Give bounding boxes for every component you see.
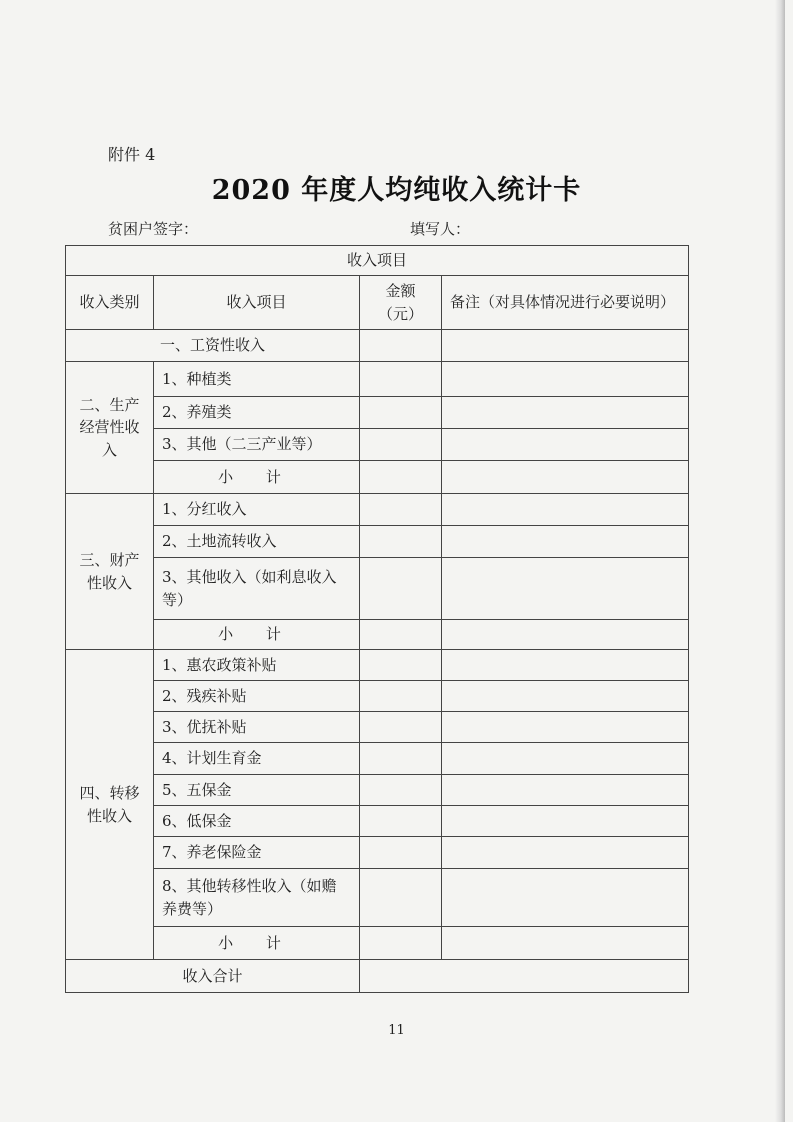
note-cell[interactable] (442, 927, 689, 960)
note-cell[interactable] (442, 837, 689, 869)
note-cell[interactable] (442, 494, 689, 526)
attachment-label: 附件 4 (108, 145, 156, 164)
property-category: 三、财产性收入 (66, 494, 154, 650)
amount-cell[interactable] (360, 558, 442, 620)
note-cell[interactable] (442, 429, 689, 461)
section-title: 收入项目 (66, 246, 689, 276)
subtotal-label: 小 计 (154, 461, 360, 494)
subtotal-label: 小 计 (154, 927, 360, 960)
note-cell[interactable] (442, 620, 689, 650)
subtotal-label: 小 计 (154, 620, 360, 650)
header-category: 收入类别 (66, 276, 154, 330)
note-cell[interactable] (442, 743, 689, 775)
note-cell[interactable] (442, 712, 689, 743)
item-label: 1、分红收入 (154, 494, 360, 526)
note-cell[interactable] (442, 397, 689, 429)
amount-cell[interactable] (360, 837, 442, 869)
item-label: 4、计划生育金 (154, 743, 360, 775)
income-table (65, 245, 689, 993)
amount-cell[interactable] (360, 526, 442, 558)
header-note: 备注（对具体情况进行必要说明） (442, 276, 689, 330)
note-cell[interactable] (442, 650, 689, 681)
item-label: 5、五保金 (154, 775, 360, 806)
header-item: 收入项目 (154, 276, 360, 330)
production-category: 二、生产经营性收入 (66, 362, 154, 494)
amount-cell[interactable] (360, 743, 442, 775)
amount-cell[interactable] (360, 806, 442, 837)
page-title: 2020 年度人均纯收入统计卡 (211, 175, 582, 206)
total-label: 收入合计 (66, 960, 360, 993)
signer-label: 贫困户签字： (108, 220, 199, 238)
amount-cell[interactable] (360, 362, 442, 397)
amount-cell[interactable] (360, 397, 442, 429)
note-cell[interactable] (442, 681, 689, 712)
filler-label: 填写人： (410, 220, 471, 238)
item-label: 2、残疾补贴 (154, 681, 360, 712)
page-number: 11 (388, 1023, 405, 1038)
item-label: 1、种植类 (154, 362, 360, 397)
item-label: 6、低保金 (154, 806, 360, 837)
amount-cell[interactable] (360, 620, 442, 650)
amount-cell[interactable] (360, 461, 442, 494)
wage-income-label: 一、工资性收入 (66, 330, 360, 362)
total-amount-cell[interactable] (360, 960, 689, 993)
item-label: 3、其他收入（如利息收入等） (154, 558, 360, 620)
header-amount: 金额（元） (360, 276, 442, 330)
amount-cell[interactable] (360, 494, 442, 526)
item-label: 2、养殖类 (154, 397, 360, 429)
note-cell[interactable] (442, 558, 689, 620)
amount-cell[interactable] (360, 775, 442, 806)
note-cell[interactable] (442, 869, 689, 927)
amount-cell[interactable] (360, 869, 442, 927)
note-cell[interactable] (442, 330, 689, 362)
item-label: 3、优抚补贴 (154, 712, 360, 743)
item-label: 8、其他转移性收入（如赡养费等） (154, 869, 360, 927)
note-cell[interactable] (442, 461, 689, 494)
amount-cell[interactable] (360, 429, 442, 461)
note-cell[interactable] (442, 526, 689, 558)
note-cell[interactable] (442, 806, 689, 837)
item-label: 7、养老保险金 (154, 837, 360, 869)
item-label: 3、其他（二三产业等） (154, 429, 360, 461)
amount-cell[interactable] (360, 712, 442, 743)
item-label: 1、惠农政策补贴 (154, 650, 360, 681)
amount-cell[interactable] (360, 330, 442, 362)
amount-cell[interactable] (360, 650, 442, 681)
amount-cell[interactable] (360, 927, 442, 960)
amount-cell[interactable] (360, 681, 442, 712)
item-label: 2、土地流转收入 (154, 526, 360, 558)
note-cell[interactable] (442, 362, 689, 397)
transfer-category: 四、转移性收入 (66, 650, 154, 960)
note-cell[interactable] (442, 775, 689, 806)
